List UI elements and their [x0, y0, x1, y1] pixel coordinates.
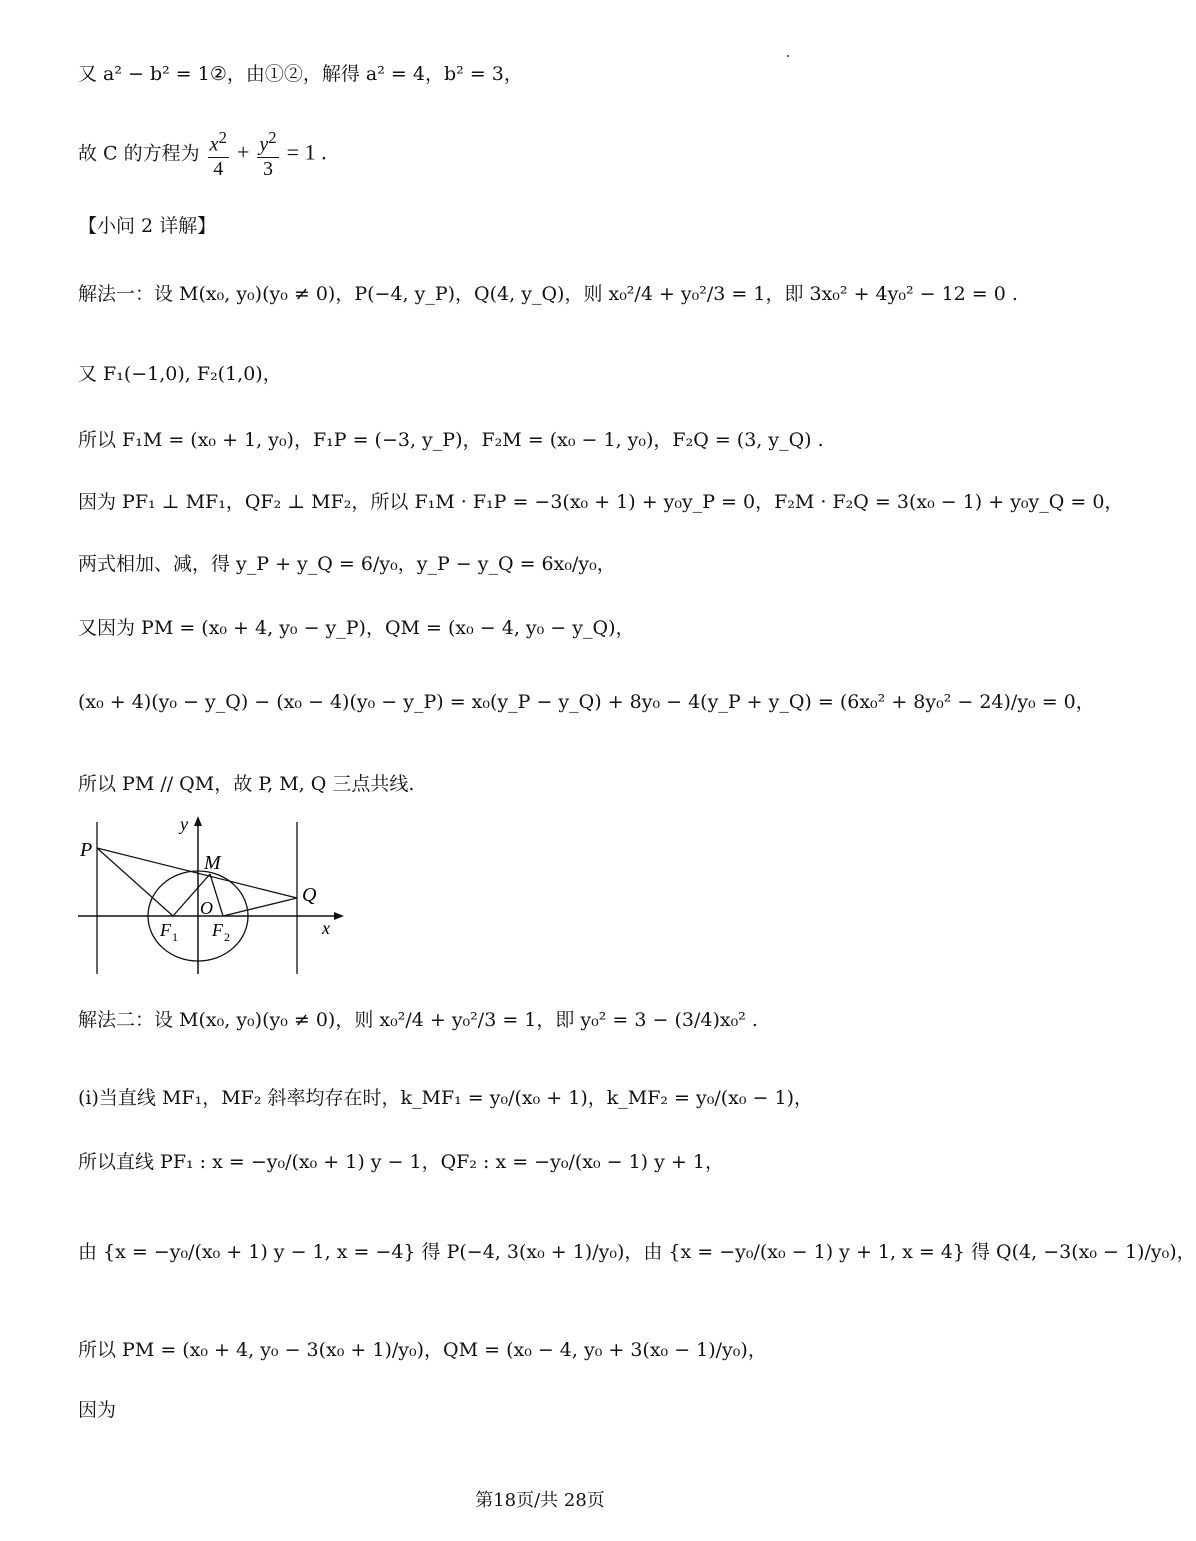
text-line: 所以 PM = (x₀ + 4, y₀ − 3(x₀ + 1)/y₀)，QM = (x₀ − 4, y₀ + 3(x₀ − 1)/y₀)，	[78, 1339, 767, 1361]
equation-fraction: $\frac{x^2}{4}$	[209, 128, 227, 180]
text-line: 又因为 PM = (x₀ + 4, y₀ − y_P)，QM = (x₀ − 4, y₀ − y_Q)，	[78, 617, 635, 639]
label-O: O	[200, 898, 213, 918]
label-F1: F	[160, 920, 171, 940]
section-heading: 【小问 2 详解】	[78, 215, 217, 237]
text-line: (i)当直线 MF₁，MF₂ 斜率均存在时，k_MF₁ = y₀/(x₀ + 1)，k_MF₂ = y₀/(x₀ − 1)，	[78, 1087, 814, 1109]
text-line: 解法二：设 M(x₀, y₀)(y₀ ≠ 0)，则 x₀²/4 + y₀²/3 = 1，即 y₀² = 3 − (3/4)x₀² .	[78, 1009, 758, 1031]
ellipse-diagram	[76, 812, 346, 981]
label-P: P	[80, 839, 93, 861]
text-line: 因为	[78, 1399, 117, 1421]
text-line: 两式相加、减，得 y_P + y_Q = 6/y₀，y_P − y_Q = 6x₀/y₀，	[78, 553, 616, 575]
label-y: y	[180, 814, 188, 834]
text-line: 所以直线 PF₁ : x = −y₀/(x₀ + 1) y − 1，QF₂ : x = −y₀/(x₀ − 1) y + 1，	[78, 1151, 724, 1173]
label-Q: Q	[302, 884, 317, 906]
label-x: x	[322, 918, 330, 938]
text-line: 解法一：设 M(x₀, y₀)(y₀ ≠ 0)，P(−4, y_P)，Q(4, y_Q)，则 x₀²/4 + y₀²/3 = 1，即 3x₀² + 4y₀² − 12 = 0 .	[78, 283, 1018, 305]
label-F2: F	[212, 920, 223, 940]
label-M: M	[204, 852, 221, 874]
text-line: 故 C 的方程为 $\frac{x^2}{4}$ + $\frac{y^2}{3}$ = 1 .	[78, 128, 327, 180]
text-line: 所以 F₁M = (x₀ + 1, y₀)，F₁P = (−3, y_P)，F₂M = (x₀ − 1, y₀)，F₂Q = (3, y_Q) .	[78, 429, 824, 451]
text-line: 又 F₁(−1,0), F₂(1,0)，	[78, 363, 282, 385]
text-line: 所以 PM // QM，故 P, M, Q 三点共线.	[78, 773, 415, 795]
equation-system-line: 由 {x = −y₀/(x₀ + 1) y − 1, x = −4} 得 P(−4, 3(x₀ + 1)/y₀)，由 {x = −y₀/(x₀ − 1) y + 1, x = 4} 得 Q(4, −3(x₀ − 1)/y₀)，	[78, 1241, 1196, 1263]
page-footer: 第18页/共 28页	[475, 1490, 605, 1511]
text-line: 因为 PF₁ ⊥ MF₁，QF₂ ⊥ MF₂，所以 F₁M · F₁P = −3(x₀ + 1) + y₀y_P = 0，F₂M · F₂Q = 3(x₀ − 1) + y₀y_Q = 0，	[78, 491, 1124, 513]
label-F1-sub: 1	[172, 930, 178, 944]
text-line: 又 a² − b² = 1②，由①②，解得 a² = 4，b² = 3，	[78, 63, 523, 85]
label-F2-sub: 2	[224, 930, 230, 944]
stray-dot	[787, 55, 789, 57]
equation-line: (x₀ + 4)(y₀ − y_Q) − (x₀ − 4)(y₀ − y_P) = x₀(y_P − y_Q) + 8y₀ − 4(y_P + y_Q) = (6x₀² + 8y₀² − 24)/y₀ = 0，	[78, 691, 1095, 713]
